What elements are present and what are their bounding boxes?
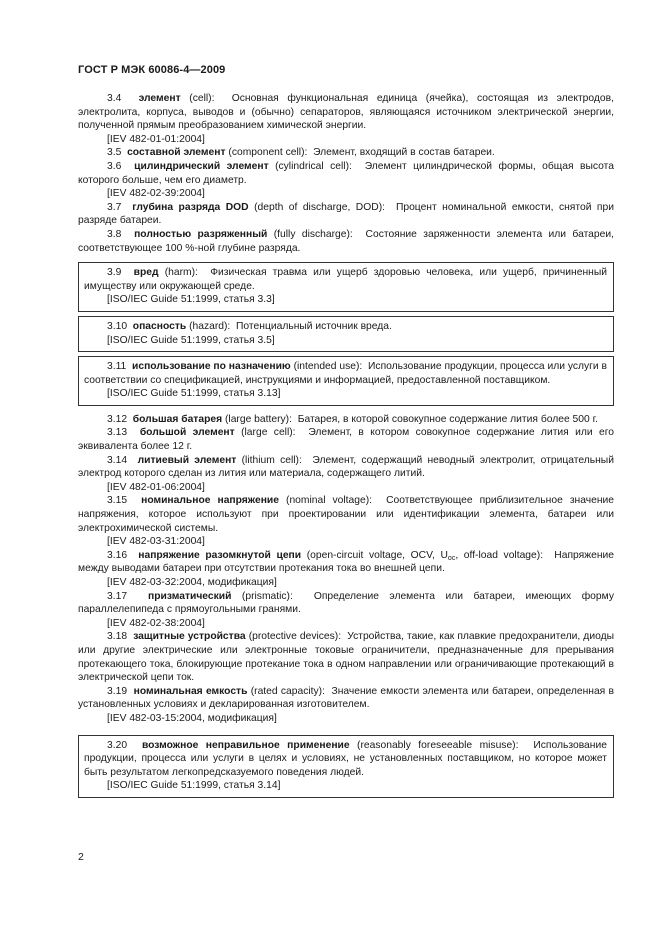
term-english: (cell): — [189, 93, 215, 104]
term-english: (fully discharge): — [273, 228, 353, 240]
term-english: (component cell): — [228, 147, 308, 159]
term-english: (intended use): — [293, 361, 363, 373]
term-paragraph — [78, 426, 614, 453]
term-paragraph — [78, 454, 614, 481]
term-paragraph — [78, 228, 614, 255]
term-english: (rated capacity): — [250, 685, 325, 697]
term-3-15 — [78, 494, 614, 548]
term-number: 3.19 — [107, 685, 128, 697]
term-number: 3.7 — [107, 201, 122, 213]
term-reference: [IEV 482-01-06:2004] — [107, 481, 205, 493]
term-english: (depth of discharge, DOD): — [254, 201, 385, 213]
term-english: (nominal voltage): — [286, 495, 373, 507]
term-number: 3.5 — [107, 147, 122, 159]
term-definition: Использование продукции, процесса или услуги в целях и условиях, не установленных поставщиком, но которое может быть результатом легкопредсказуемого поведения людей. — [84, 739, 607, 778]
term-3-10-box — [78, 316, 614, 352]
term-definition: Физическая травма или ущерб здоровью человека, или ущерб, причиненный имуществу или окружающей среде. — [84, 267, 607, 292]
term-name: цилиндрический элемент — [134, 160, 269, 172]
page-number: 2 — [78, 851, 84, 863]
term-reference: [IEV 482-02-39:2004] — [107, 188, 205, 200]
term-english: (cylindrical cell): — [275, 160, 352, 172]
term-english: (prismatic): — [241, 590, 293, 602]
term-definition: Элемент, в котором совокупное содержание лития или его эквивалента более 12 г. — [78, 427, 614, 453]
term-paragraph — [78, 630, 614, 684]
term-reference: [ISO/IEC Guide 51:1999, статья 3.3] — [107, 294, 275, 306]
term-paragraph — [78, 92, 614, 133]
term-definition: Элемент цилиндрической формы, общая высота которого больше, чем его диаметр. — [78, 160, 614, 186]
term-name: составной элемент — [127, 147, 226, 159]
term-3-20-box — [78, 735, 614, 798]
term-english: (lithium cell): — [241, 454, 302, 466]
term-number: 3.6 — [107, 160, 122, 172]
term-number: 3.4 — [107, 93, 122, 104]
term-english-suffix: , off-load voltage): — [455, 549, 544, 561]
term-paragraph — [84, 320, 607, 334]
term-name: большая батарея — [132, 413, 223, 425]
term-definition: Основная функциональная единица (ячейка), состоящая из электродов, электролита, корпуса, выводов и (обычно) сепараторов, являющаяся источником электрической энергии, полученной прямым преобразованием химической энергии. — [78, 93, 614, 132]
term-number: 3.12 — [107, 413, 128, 425]
term-paragraph — [78, 160, 614, 187]
term-definition: Использование продукции, процесса или услуги в соответствии со спецификацией, инструкциями и информацией, предоставленной поставщиком. — [84, 361, 608, 386]
term-number: 3.11 — [107, 361, 127, 373]
term-paragraph — [78, 549, 614, 576]
term-name: вред — [133, 267, 159, 279]
term-paragraph — [78, 685, 614, 712]
term-english-prefix: (open-circuit voltage, OCV, U — [306, 549, 448, 561]
term-name: номинальное напряжение — [141, 495, 279, 507]
term-reference: [IEV 482-03-15:2004, модификация] — [107, 712, 277, 724]
term-3-6 — [78, 160, 614, 201]
term-reference: [ISO/IEC Guide 51:1999, статья 3.13] — [107, 388, 281, 400]
term-paragraph — [78, 413, 614, 427]
term-reference: [IEV 482-01-01:2004] — [107, 133, 205, 145]
document-header: ГОСТ Р МЭК 60086-4—2009 — [78, 64, 226, 76]
term-definition: Устройства, такие, как плавкие предохранители, диоды или другие электрические или электронные токовые ограничители, предназначенные для прерывания протекающего тока, блокирующие протекание тока в одном направлении или ограничивающие протекающий в электрической цепи ток. — [78, 631, 614, 684]
term-english: (large cell): — [241, 427, 296, 439]
term-name: литиевый элемент — [137, 454, 237, 466]
term-paragraph — [84, 266, 607, 293]
term-definition: Значение емкости элемента или батареи, определенная в установленных условиях и декларированная изготовителем. — [78, 685, 614, 711]
term-number: 3.8 — [107, 228, 122, 240]
term-definition: Определение элемента или батареи, имеющих форму параллелепипеда с прямоугольными гранями. — [78, 590, 614, 616]
term-paragraph — [84, 739, 607, 780]
term-3-11-box — [78, 356, 614, 406]
term-english: (large battery): — [224, 413, 292, 425]
term-english — [307, 550, 543, 561]
term-definition: Потенциальный источник вреда. — [236, 320, 392, 332]
term-number: 3.16 — [107, 549, 128, 561]
term-paragraph — [78, 590, 614, 617]
term-3-13 — [78, 426, 614, 453]
term-3-14 — [78, 454, 614, 495]
term-definition: Соответствующее приблизительное значение напряжения, которое используют при проектировании или идентификации элемента, батареи или электрохимической системы. — [78, 495, 614, 534]
term-paragraph — [78, 494, 614, 535]
term-reference: [IEV 482-03-32:2004, модификация] — [107, 577, 277, 588]
term-paragraph — [84, 360, 607, 387]
term-name: номинальная емкость — [133, 685, 248, 697]
term-3-12 — [78, 413, 614, 427]
term-reference: [ISO/IEC Guide 51:1999, статья 3.5] — [107, 334, 275, 346]
term-number: 3.13 — [107, 427, 128, 439]
term-number: 3.15 — [107, 495, 128, 507]
term-3-7 — [78, 201, 614, 228]
term-3-16 — [78, 549, 614, 590]
term-definition: Напряжение между выводами батареи при отсутствии протекания тока во внешней цепи. — [78, 549, 614, 575]
term-name: возможное неправильное применение — [141, 739, 350, 751]
term-english: (reasonably foreseeable misuse): — [357, 739, 519, 751]
term-paragraph — [78, 201, 614, 228]
term-3-18 — [78, 630, 614, 684]
term-name: опасность — [132, 320, 187, 332]
term-definition: Элемент, входящий в состав батареи. — [313, 147, 495, 159]
term-english-subscript: oc — [447, 554, 456, 562]
term-definition: Батарея, в которой совокупное содержание лития более 500 г. — [297, 413, 598, 425]
term-definition: Состояние заряженности элемента или батареи, соответствующее 100 %-ной глубине разряда. — [78, 228, 614, 254]
term-number: 3.17 — [107, 590, 128, 602]
term-name: призматический — [148, 590, 232, 602]
term-number: 3.10 — [107, 320, 128, 332]
term-definition: Процент номинальной емкости, снятой при разряде батареи. — [78, 201, 614, 227]
term-name: использование по назначению — [132, 361, 291, 373]
term-name: глубина разряда DOD — [132, 201, 249, 213]
term-english: (hazard): — [189, 320, 231, 332]
term-reference: [IEV 482-03-31:2004] — [107, 536, 205, 548]
term-english: (harm): — [164, 267, 198, 279]
term-name: защитные устройства — [133, 631, 246, 643]
term-3-4 — [78, 92, 614, 146]
term-3-8 — [78, 228, 614, 255]
term-reference: [IEV 482-02-38:2004] — [107, 617, 205, 629]
term-definition: Элемент, содержащий неводный электролит, отрицательный электрод которого сделан из лития или материала, содержащего литий. — [78, 454, 614, 480]
term-3-5 — [78, 146, 614, 160]
term-number: 3.14 — [107, 454, 128, 466]
term-number: 3.20 — [107, 739, 128, 751]
term-number: 3.9 — [107, 267, 122, 279]
document-body — [78, 92, 614, 798]
term-3-19 — [78, 685, 614, 726]
term-english: (protective devices): — [248, 631, 342, 643]
term-reference: [ISO/IEC Guide 51:1999, статья 3.14] — [107, 780, 281, 792]
term-name: элемент — [138, 93, 181, 104]
term-3-17 — [78, 590, 614, 631]
term-number: 3.18 — [107, 631, 128, 643]
term-3-9-box — [78, 262, 614, 312]
term-name: напряжение разомкнутой цепи — [138, 549, 302, 561]
term-name: большой элемент — [139, 427, 235, 439]
term-name: полностью разряженный — [134, 228, 268, 240]
term-paragraph — [78, 146, 614, 160]
